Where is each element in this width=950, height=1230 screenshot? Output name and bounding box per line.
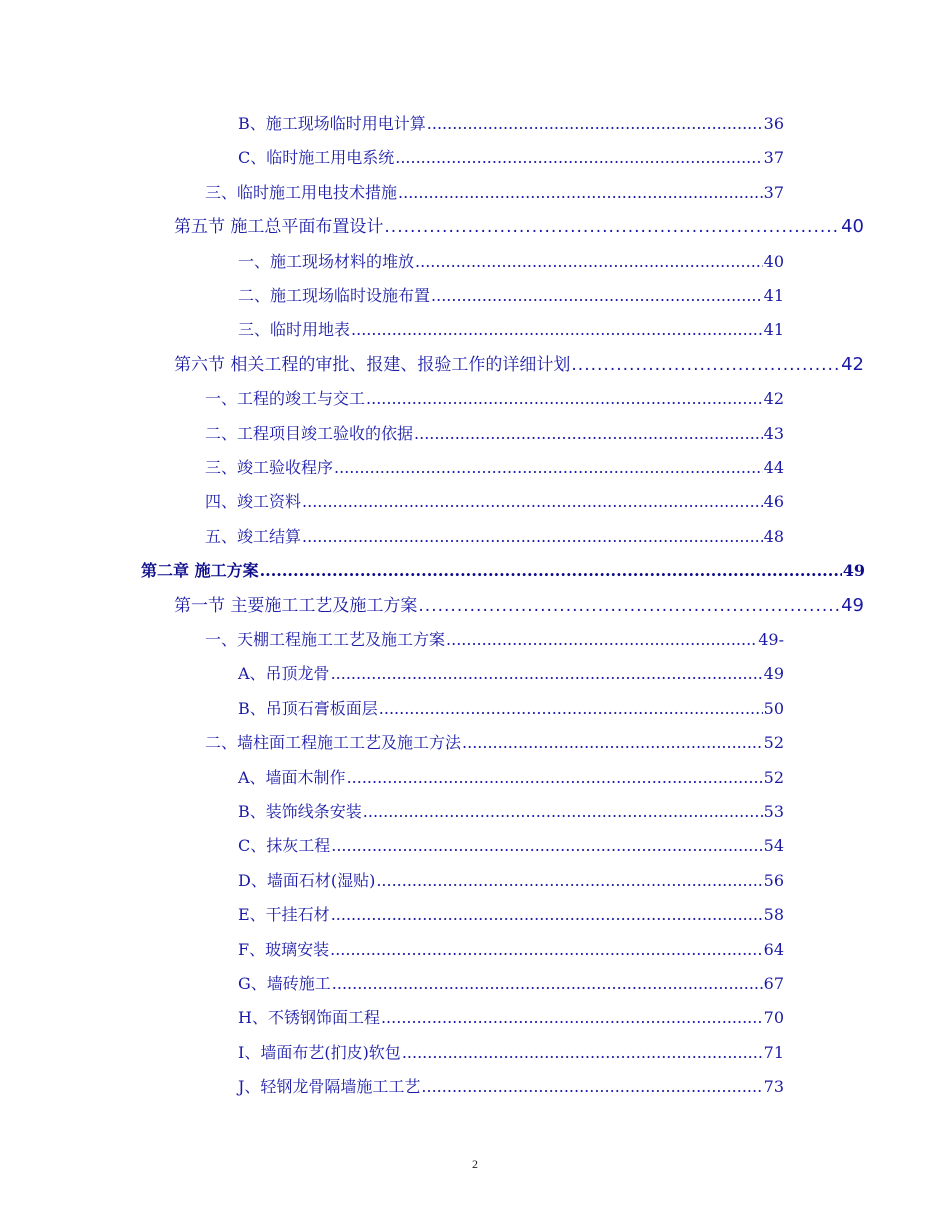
toc-entry-title: H、不锈钢饰面工程 — [238, 1008, 380, 1028]
toc-entry-title: 一、工程的竣工与交工 — [205, 389, 366, 409]
dot-leader — [462, 726, 763, 760]
toc-entry-page: 71 — [763, 1042, 784, 1062]
toc-entry[interactable] — [174, 589, 864, 623]
toc-entry-page: 52 — [763, 733, 784, 753]
dot-leader — [418, 589, 840, 623]
toc-entry-title: J、轻钢龙骨隔墙施工工艺 — [238, 1077, 421, 1097]
dot-leader — [260, 554, 842, 588]
dot-leader — [421, 1070, 762, 1104]
toc-entry[interactable] — [238, 898, 784, 932]
dot-leader — [331, 657, 763, 691]
dot-leader — [302, 485, 763, 519]
toc-entry[interactable] — [238, 107, 784, 141]
toc-entry-page: 64 — [763, 939, 784, 959]
toc-entry-title: G、墙砖施工 — [238, 974, 331, 993]
toc-entry[interactable] — [205, 485, 784, 519]
toc-entry[interactable] — [238, 864, 784, 898]
toc-entry-page: 49 — [763, 664, 784, 684]
toc-entry-title: D、墙面石材(湿贴) — [238, 870, 376, 890]
toc-entry-page: 49 — [841, 594, 864, 616]
toc-entry-page: 43 — [763, 423, 784, 443]
dot-leader — [332, 967, 763, 1001]
toc-entry[interactable] — [238, 657, 784, 691]
toc-entry-title: 二、墙柱面工程施工工艺及施工方法 — [205, 733, 462, 753]
dot-leader — [571, 348, 840, 382]
toc-entry[interactable] — [141, 554, 865, 588]
toc-entry-page: 70 — [763, 1008, 784, 1028]
toc-entry-title: I、墙面布艺(扪皮)软包 — [238, 1042, 401, 1062]
toc-entry-title: F、玻璃安装 — [238, 939, 330, 959]
dot-leader — [363, 795, 763, 829]
toc-entry-title: A、墙面木制作 — [238, 767, 346, 787]
toc-entry-title: 第五节 施工总平面布置设计 — [174, 217, 384, 238]
toc-entry-title: C、抹灰工程 — [238, 836, 331, 856]
toc-entry-page: 56 — [763, 870, 784, 890]
dot-leader — [366, 382, 763, 416]
toc-entry-title: C、临时施工用电系统 — [238, 148, 395, 168]
toc-entry-title: 第六节 相关工程的审批、报建、报验工作的详细计划 — [174, 354, 571, 375]
toc-entry[interactable] — [238, 279, 784, 313]
toc-entry-title: 一、施工现场材料的堆放 — [238, 251, 415, 271]
toc-entry-title: A、吊顶龙骨 — [238, 664, 330, 684]
dot-leader — [446, 623, 757, 657]
toc-entry-title: 二、施工现场临时设施布置 — [238, 286, 431, 305]
toc-entry-page: 73 — [763, 1077, 784, 1097]
toc-entry-page: 40 — [763, 251, 784, 271]
dot-leader — [431, 279, 763, 313]
toc-entry[interactable] — [238, 313, 784, 347]
toc-entry-page: 37 — [763, 182, 784, 202]
toc-entry[interactable] — [205, 417, 784, 451]
dot-leader — [302, 520, 763, 554]
toc-entry-page: 50 — [763, 698, 784, 718]
toc-entry-title: 三、临时用地表 — [238, 320, 351, 340]
page-number: 2 — [472, 1157, 478, 1171]
toc-entry[interactable] — [205, 726, 784, 760]
toc-entry[interactable] — [238, 795, 784, 829]
toc-entry[interactable] — [205, 623, 784, 657]
toc-entry-page: 53 — [763, 802, 784, 821]
dot-leader — [381, 1001, 763, 1035]
dot-leader — [384, 210, 840, 244]
dot-leader — [334, 451, 763, 485]
toc-entry-title: 四、竣工资料 — [205, 492, 302, 512]
dot-leader — [330, 933, 763, 967]
toc-entry-page: 37 — [763, 148, 784, 168]
toc-entry-page: 41 — [763, 286, 784, 305]
toc-entry-title: B、吊顶石膏板面层 — [238, 698, 378, 718]
toc-entry-page: 58 — [763, 905, 784, 925]
dot-leader — [376, 864, 762, 898]
toc-entry-page: 49 — [842, 561, 865, 581]
toc-entry-page: 40 — [841, 216, 864, 238]
dot-leader — [379, 692, 763, 726]
toc-entry[interactable] — [238, 1036, 784, 1070]
dot-leader — [398, 176, 763, 210]
toc-entry-title: 一、天棚工程施工工艺及施工方案 — [205, 630, 446, 649]
dot-leader — [331, 829, 762, 863]
toc-entry-title: 三、临时施工用电技术措施 — [205, 182, 398, 202]
toc-entry[interactable] — [205, 382, 784, 416]
toc-entry-title: B、施工现场临时用电计算 — [238, 114, 426, 133]
toc-entry-title: 第二章 施工方案 — [141, 561, 259, 581]
dot-leader — [414, 417, 763, 451]
toc-entry[interactable] — [174, 348, 864, 382]
toc-entry-title: 五、竣工结算 — [205, 526, 302, 546]
toc-entry-title: 第一节 主要施工工艺及施工方案 — [174, 595, 418, 616]
toc-entry-title: 二、工程项目竣工验收的依据 — [205, 423, 414, 443]
toc-entry[interactable] — [238, 1001, 784, 1035]
dot-leader — [427, 107, 763, 141]
toc-entry[interactable] — [238, 761, 784, 795]
toc-entry-page: 42 — [763, 389, 784, 409]
toc-entry-page: 44 — [763, 458, 784, 477]
toc-entry-page: 49- — [758, 630, 784, 649]
toc-entry-page: 54 — [763, 836, 784, 856]
toc-entry[interactable] — [238, 829, 784, 863]
dot-leader — [415, 245, 763, 279]
toc-entry-page: 67 — [763, 974, 784, 993]
toc-entry[interactable] — [238, 1070, 784, 1104]
toc-entry-title: B、装饰线条安装 — [238, 802, 362, 821]
toc-entry[interactable] — [238, 245, 784, 279]
toc-entry[interactable] — [205, 451, 784, 485]
toc-entry-page: 48 — [763, 526, 784, 546]
toc-entry-page: 52 — [763, 767, 784, 787]
toc-entry-page: 46 — [763, 492, 784, 512]
toc-entry-page: 42 — [841, 353, 864, 375]
toc-entry[interactable] — [238, 141, 784, 175]
toc-entry-page: 41 — [763, 320, 784, 340]
toc-entry[interactable] — [174, 210, 864, 244]
toc-entry[interactable] — [238, 692, 784, 726]
dot-leader — [395, 141, 762, 175]
toc-entry[interactable] — [238, 933, 784, 967]
toc-entry[interactable] — [238, 967, 784, 1001]
dot-leader — [402, 1036, 763, 1070]
dot-leader — [351, 313, 763, 347]
toc-entry[interactable] — [205, 520, 784, 554]
dot-leader — [331, 898, 763, 932]
dot-leader — [347, 761, 763, 795]
toc-entry[interactable] — [205, 176, 784, 210]
toc-entry-page: 36 — [763, 114, 784, 133]
toc-entry-title: 三、竣工验收程序 — [205, 458, 334, 477]
toc-entry-title: E、干挂石材 — [238, 905, 330, 925]
